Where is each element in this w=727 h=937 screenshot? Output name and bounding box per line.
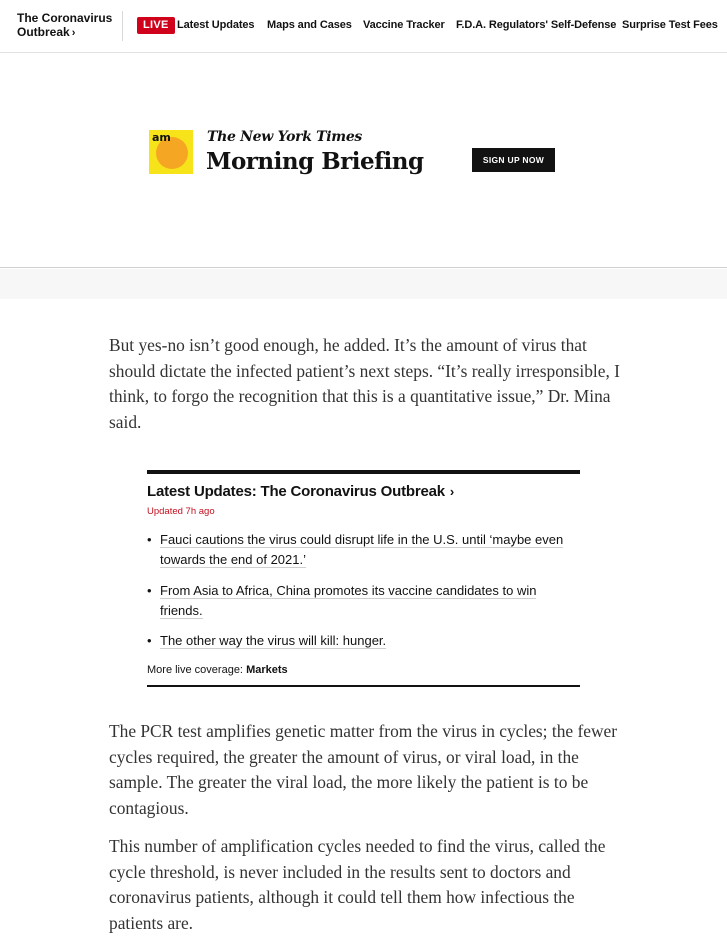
- nav-link-fda-regulators[interactable]: F.D.A. Regulators' Self-Defense: [456, 19, 617, 31]
- top-nav: [0, 0, 727, 53]
- more-live-coverage-label: More live coverage:: [147, 664, 243, 676]
- chevron-right-icon: ›: [71, 27, 76, 39]
- nav-link-maps-and-cases[interactable]: Maps and Cases: [267, 19, 352, 31]
- bullet-icon: •: [147, 532, 152, 547]
- nav-link-vaccine-tracker[interactable]: Vaccine Tracker: [363, 19, 445, 31]
- bullet-icon: •: [147, 633, 152, 648]
- live-updates-title: Latest Updates: The Coronavirus Outbreak: [147, 483, 445, 500]
- live-updates-title-link[interactable]: [147, 483, 454, 500]
- nav-link-surprise-test-fees[interactable]: Surprise Test Fees: [622, 19, 718, 31]
- live-update-link[interactable]: Fauci cautions the virus could disrupt life in the U.S. until ‘maybe even towards the end of 2021.’: [160, 532, 564, 567]
- nav-divider: [122, 11, 123, 41]
- nyt-logo: The New York Times: [207, 129, 363, 145]
- am-logo-text: am: [152, 131, 171, 144]
- section-title-line1: The Coronavirus: [17, 11, 113, 25]
- bullet-icon: •: [147, 583, 152, 598]
- am-logo[interactable]: [149, 130, 193, 174]
- live-update-link[interactable]: The other way the virus will kill: hunger.: [160, 633, 387, 648]
- live-badge[interactable]: LIVE: [137, 17, 175, 34]
- live-updates-box: [147, 470, 580, 687]
- chevron-right-icon: ›: [449, 484, 455, 499]
- markets-link[interactable]: Markets: [246, 664, 288, 676]
- section-title-link[interactable]: [17, 11, 117, 40]
- gray-band: [0, 269, 727, 299]
- section-title-line2: Outbreak: [17, 25, 70, 39]
- live-update-link[interactable]: From Asia to Africa, China promotes its vaccine candidates to win friends.: [160, 583, 537, 618]
- newsletter-title[interactable]: Morning Briefing: [206, 148, 424, 175]
- article-paragraph: This number of amplification cycles needed to find the virus, called the cycle threshold, is never included in the results sent to doctors and coronavirus patients, although it could tell them how infectious the patients are.: [109, 836, 606, 933]
- article-paragraph: But yes-no isn’t good enough, he added. It’s the amount of virus that should dictate the infected patient’s next steps. “It’s really irresponsible, I think, to forgo the recognition that this is a quantitative issue,” Dr. Mina said.: [109, 335, 620, 432]
- sign-up-button[interactable]: SIGN UP NOW: [472, 148, 555, 172]
- more-live-coverage: [147, 664, 288, 676]
- article-paragraph: The PCR test amplifies genetic matter from the virus in cycles; the fewer cycles required, the greater the amount of virus, or viral load, in the sample. The greater the viral load, the more likely the patient is to be contagious.: [109, 721, 618, 818]
- updated-timestamp: Updated 7h ago: [147, 506, 215, 517]
- nav-link-latest-updates[interactable]: Latest Updates: [177, 19, 255, 31]
